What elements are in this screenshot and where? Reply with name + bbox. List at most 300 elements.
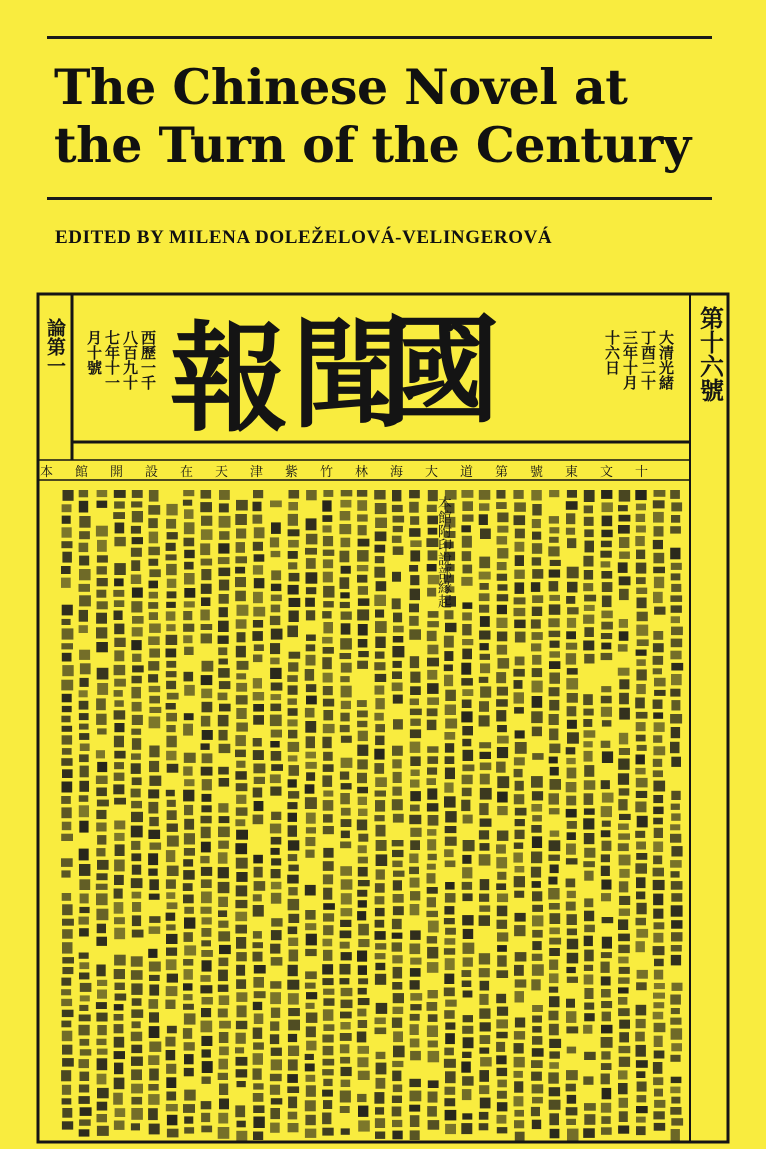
print-glyph-mark [183,790,194,802]
print-glyph-mark [200,610,209,621]
print-glyph-mark [496,710,506,721]
print-glyph-mark [445,623,457,632]
print-glyph-mark [410,904,420,915]
print-glyph-mark [306,1041,316,1051]
print-glyph-mark [201,1113,210,1122]
print-glyph-mark [61,834,73,841]
print-glyph-mark [79,490,88,497]
print-glyph-mark [166,649,177,658]
print-glyph-mark [148,949,157,958]
print-glyph-mark [201,529,213,540]
print-glyph-mark [427,962,439,973]
print-glyph-mark [461,525,471,532]
print-glyph-mark [341,736,352,743]
print-glyph-mark [253,1042,264,1049]
print-glyph-mark [218,693,228,701]
print-glyph-mark [148,869,157,876]
print-glyph-mark [532,543,542,554]
print-glyph-mark [374,490,385,500]
print-glyph-mark [131,1108,143,1120]
print-glyph-mark [61,643,73,649]
print-glyph-mark [322,978,333,985]
print-glyph-mark [270,501,282,508]
print-glyph-mark [532,791,543,800]
print-glyph-mark [131,560,140,571]
print-glyph-mark [653,567,665,574]
print-glyph-mark [654,1089,663,1097]
print-glyph-mark [219,730,228,741]
print-glyph-mark [184,509,194,519]
print-glyph-mark [200,975,210,982]
print-glyph-mark [235,735,246,746]
print-glyph-mark [167,902,178,909]
print-glyph-mark [357,951,367,962]
print-glyph-mark [148,1108,158,1120]
print-glyph-mark [602,582,613,592]
print-glyph-mark [653,807,663,815]
print-glyph-mark [357,500,367,511]
print-glyph-mark [79,595,91,606]
print-glyph-mark [131,640,141,650]
print-glyph-mark [653,856,662,865]
print-glyph-mark [218,1113,228,1124]
print-glyph-mark [219,816,230,823]
print-glyph-mark [62,1098,72,1104]
print-glyph-mark [480,843,490,851]
print-glyph-mark [584,925,595,933]
print-glyph-mark [287,675,298,682]
print-glyph-mark [357,661,368,669]
print-glyph-mark [514,1120,524,1128]
print-glyph-mark [393,814,404,823]
print-glyph-mark [184,672,194,682]
print-glyph-mark [323,536,333,546]
print-glyph-mark [61,870,70,877]
qing-date-block [603,330,675,391]
print-glyph-mark [410,672,420,683]
print-glyph-mark [357,1009,366,1017]
print-glyph-mark [201,597,210,606]
print-glyph-mark [62,516,71,524]
print-glyph-mark [149,649,160,658]
print-glyph-mark [671,871,680,877]
editor-credit: EDITED BY MILENA DOLEŽELOVÁ-VELINGEROVÁ [55,227,553,248]
print-glyph-mark [96,776,108,784]
print-glyph-mark [601,806,612,817]
print-glyph-mark [636,853,647,860]
print-glyph-mark [496,618,507,628]
print-glyph-mark [131,841,140,850]
print-glyph-mark [427,670,437,680]
print-glyph-mark [532,881,541,888]
print-glyph-mark [618,1070,628,1079]
print-glyph-mark [341,879,353,889]
print-glyph-mark [601,1001,612,1008]
print-glyph-mark [427,1025,438,1037]
print-glyph-mark [201,940,211,946]
print-glyph-mark [202,997,213,1005]
print-glyph-mark [201,867,212,876]
print-glyph-mark [322,737,331,749]
print-glyph-mark [132,1021,141,1028]
print-glyph-mark [445,719,457,729]
print-glyph-mark [322,657,332,669]
print-glyph-mark [62,942,73,953]
print-glyph-mark [497,584,507,590]
print-glyph-mark [305,885,316,896]
print-glyph-mark [653,643,664,652]
print-glyph-mark [323,699,334,707]
print-glyph-mark [497,1127,508,1133]
print-glyph-mark [392,982,402,990]
print-glyph-mark [166,736,176,748]
print-glyph-mark [323,913,334,921]
print-glyph-mark [600,551,611,558]
print-glyph-mark [80,663,91,674]
print-glyph-mark [671,1118,683,1125]
print-glyph-mark [253,620,263,628]
print-glyph-mark [236,872,247,882]
print-glyph-mark [601,1037,613,1048]
print-glyph-mark [341,1067,352,1076]
print-glyph-mark [167,1115,178,1126]
print-glyph-mark [236,1021,247,1029]
print-glyph-mark [497,747,508,758]
print-glyph-mark [288,1112,298,1120]
print-glyph-mark [393,871,405,877]
print-glyph-mark [549,604,561,614]
print-glyph-mark [636,791,647,798]
print-glyph-mark [114,773,125,781]
print-glyph-mark [410,1091,422,1102]
print-glyph-mark [393,626,404,633]
print-glyph-mark [393,516,405,523]
print-glyph-mark [635,698,645,709]
print-glyph-mark [236,542,245,553]
print-glyph-mark [131,1032,142,1042]
print-glyph-mark [96,1002,107,1009]
print-glyph-mark [461,711,472,722]
print-glyph-mark [114,700,123,707]
print-glyph-mark [184,573,195,585]
print-glyph-mark [237,1121,246,1128]
print-glyph-mark [497,955,507,966]
print-glyph-mark [393,1085,402,1093]
print-glyph-mark [149,817,159,826]
print-glyph-mark [480,1022,491,1031]
print-glyph-mark [183,500,192,506]
print-glyph-mark [375,1118,385,1128]
print-glyph-mark [323,1059,335,1066]
print-glyph-mark [393,695,403,704]
print-glyph-mark [393,526,403,532]
print-glyph-mark [183,766,192,775]
print-glyph-mark [306,813,316,824]
print-glyph-mark [444,849,454,857]
print-glyph-mark [549,948,560,956]
print-glyph-mark [254,777,265,784]
print-glyph-mark [253,692,264,701]
print-glyph-mark [654,959,664,967]
print-glyph-mark [532,557,541,565]
print-glyph-mark [184,848,195,856]
print-glyph-mark [323,601,334,607]
print-glyph-mark [393,636,404,643]
print-glyph-mark [514,1031,525,1040]
print-glyph-mark [584,988,593,999]
print-glyph-mark [97,490,108,497]
print-glyph-mark [166,913,176,921]
print-glyph-mark [496,1042,505,1052]
print-glyph-mark [323,888,332,900]
print-glyph-mark [479,854,491,865]
print-glyph-mark [462,536,472,548]
print-glyph-mark [566,796,576,806]
print-glyph-mark [237,605,249,616]
print-glyph-mark [288,887,297,895]
print-glyph-mark [653,668,662,674]
print-glyph-mark [549,1039,561,1048]
print-glyph-mark [514,1057,525,1068]
print-glyph-mark [357,550,369,562]
print-glyph-mark [166,892,175,899]
print-glyph-mark [254,965,266,974]
print-glyph-mark [306,1013,318,1023]
print-glyph-mark [636,1005,647,1016]
print-glyph-mark [288,854,297,861]
print-glyph-mark [392,598,401,609]
print-glyph-mark [601,1025,613,1034]
print-glyph-mark [480,752,492,759]
print-glyph-mark [618,505,628,511]
print-glyph-mark [114,650,124,661]
print-glyph-mark [463,929,474,939]
print-glyph-mark [480,981,490,991]
print-glyph-mark [601,893,611,901]
print-glyph-mark [619,869,629,878]
print-glyph-mark [531,979,540,990]
print-glyph-mark [166,959,177,970]
print-glyph-mark [288,708,298,716]
print-glyph-mark [671,893,682,902]
print-glyph-mark [567,821,577,829]
print-glyph-mark [201,879,212,888]
print-glyph-mark [549,700,559,711]
print-glyph-mark [444,1010,455,1019]
print-glyph-mark [97,835,106,845]
print-glyph-mark [80,766,89,778]
print-glyph-mark [653,1077,663,1085]
print-glyph-mark [114,1078,125,1090]
print-glyph-mark [410,930,421,940]
print-glyph-mark [219,778,230,787]
print-glyph-mark [462,639,473,645]
print-glyph-mark [550,1129,560,1139]
print-glyph-mark [567,668,578,675]
print-glyph-mark [497,548,508,558]
print-glyph-mark [584,1003,594,1010]
print-glyph-mark [619,1032,629,1042]
print-glyph-mark [445,756,455,764]
print-glyph-mark [392,1096,402,1103]
print-glyph-mark [479,905,490,911]
print-glyph-mark [148,853,158,865]
print-glyph-mark [166,611,176,620]
print-glyph-mark [549,938,561,945]
print-glyph-mark [479,1070,489,1082]
print-glyph-mark [253,1117,264,1129]
print-glyph-mark [496,490,505,499]
print-glyph-mark [410,742,421,753]
print-glyph-mark [97,1058,108,1070]
print-glyph-mark [444,1048,454,1056]
print-glyph-mark [549,973,559,983]
print-glyph-mark [410,780,420,788]
print-glyph-mark [271,837,282,845]
print-glyph-mark [149,612,158,620]
print-glyph-mark [97,668,109,680]
print-glyph-mark [96,823,106,832]
print-glyph-mark [410,980,420,989]
print-glyph-mark [305,1100,316,1111]
print-glyph-mark [515,913,526,922]
print-glyph-mark [62,665,73,676]
title-line-2: the Turn of the Century [54,116,691,174]
print-glyph-mark [410,1024,419,1035]
print-glyph-mark [392,861,402,868]
print-glyph-mark [62,822,72,831]
print-glyph-mark [428,815,439,826]
print-glyph-mark [375,943,386,949]
print-glyph-mark [270,1034,279,1044]
print-glyph-mark [393,993,404,1003]
print-glyph-mark [376,1003,388,1014]
print-glyph-mark [62,782,73,793]
print-glyph-mark [184,1068,194,1076]
print-glyph-mark [514,891,524,898]
print-glyph-mark [636,526,646,533]
print-glyph-mark [461,577,472,586]
newspaper-facsimile [30,290,735,1145]
print-glyph-mark [636,712,648,719]
print-glyph-mark [236,992,247,1002]
print-glyph-mark [479,742,491,748]
print-glyph-mark [253,1083,263,1089]
print-glyph-mark [549,757,558,764]
print-glyph-mark [150,843,162,850]
print-glyph-mark [618,919,628,930]
print-glyph-mark [654,1100,665,1108]
print-glyph-mark [97,1025,107,1035]
print-glyph-mark [618,1083,628,1094]
print-glyph-mark [462,602,472,609]
print-glyph-mark [671,502,682,511]
print-glyph-mark [479,915,490,926]
print-glyph-mark [672,983,683,991]
print-glyph-mark [166,554,177,560]
print-glyph-mark [79,1059,90,1068]
print-glyph-mark [428,854,437,860]
print-glyph-mark [323,764,334,772]
print-glyph-mark [532,532,541,540]
print-glyph-mark [462,775,473,785]
print-glyph-mark [409,815,421,824]
print-glyph-mark [480,583,489,590]
print-glyph-mark [288,1059,298,1070]
print-glyph-mark [532,1036,542,1045]
print-glyph-mark [114,1063,123,1075]
print-glyph-mark [393,661,402,668]
print-glyph-mark [654,722,665,732]
print-glyph-mark [654,690,666,696]
print-glyph-mark [253,1132,263,1141]
print-glyph-mark [601,1063,612,1070]
print-glyph-mark [184,647,194,655]
side-label: 論第一 [44,318,66,375]
print-glyph-mark [201,559,213,566]
print-glyph-mark [201,584,212,594]
print-glyph-mark [392,942,402,951]
print-glyph-mark [445,826,457,833]
print-glyph-mark [253,542,263,551]
print-glyph-mark [253,715,264,725]
print-glyph-mark [288,914,299,923]
print-glyph-mark [323,1100,332,1109]
print-glyph-mark [149,926,161,934]
print-glyph-mark [497,725,507,732]
title-line-1: The Chinese Novel at [54,58,628,116]
print-glyph-mark [253,607,265,617]
print-glyph-mark [79,501,88,513]
print-glyph-mark [61,858,73,867]
print-glyph-mark [219,531,229,540]
print-glyph-mark [619,1098,628,1108]
print-glyph-mark [62,957,74,963]
print-glyph-mark [532,915,543,926]
print-glyph-mark [358,924,369,936]
print-glyph-mark [114,501,125,508]
print-glyph-mark [376,1078,386,1089]
print-glyph-mark [479,994,488,1005]
print-glyph-mark [409,854,418,864]
print-glyph-mark [236,979,246,989]
print-glyph-mark [671,846,682,856]
print-glyph-mark [288,1008,300,1016]
print-glyph-mark [392,1061,403,1067]
print-glyph-mark [671,605,682,612]
print-glyph-mark [61,680,73,691]
print-glyph-mark [271,522,281,534]
print-glyph-mark [183,635,192,643]
print-glyph-mark [567,939,578,950]
print-glyph-mark [671,955,681,966]
print-glyph-mark [218,841,229,849]
print-glyph-mark [166,934,178,944]
print-glyph-mark [166,564,177,575]
print-glyph-mark [427,936,437,943]
print-glyph-mark [61,566,71,574]
print-glyph-mark [219,704,231,712]
print-glyph-mark [358,998,370,1005]
print-glyph-mark [270,774,281,783]
print-glyph-mark [113,784,124,794]
print-glyph-mark [618,934,630,942]
print-glyph-mark [635,536,645,546]
print-glyph-mark [202,1077,211,1084]
print-glyph-mark [236,708,246,719]
print-glyph-mark [61,1021,71,1028]
print-glyph-mark [79,805,89,817]
